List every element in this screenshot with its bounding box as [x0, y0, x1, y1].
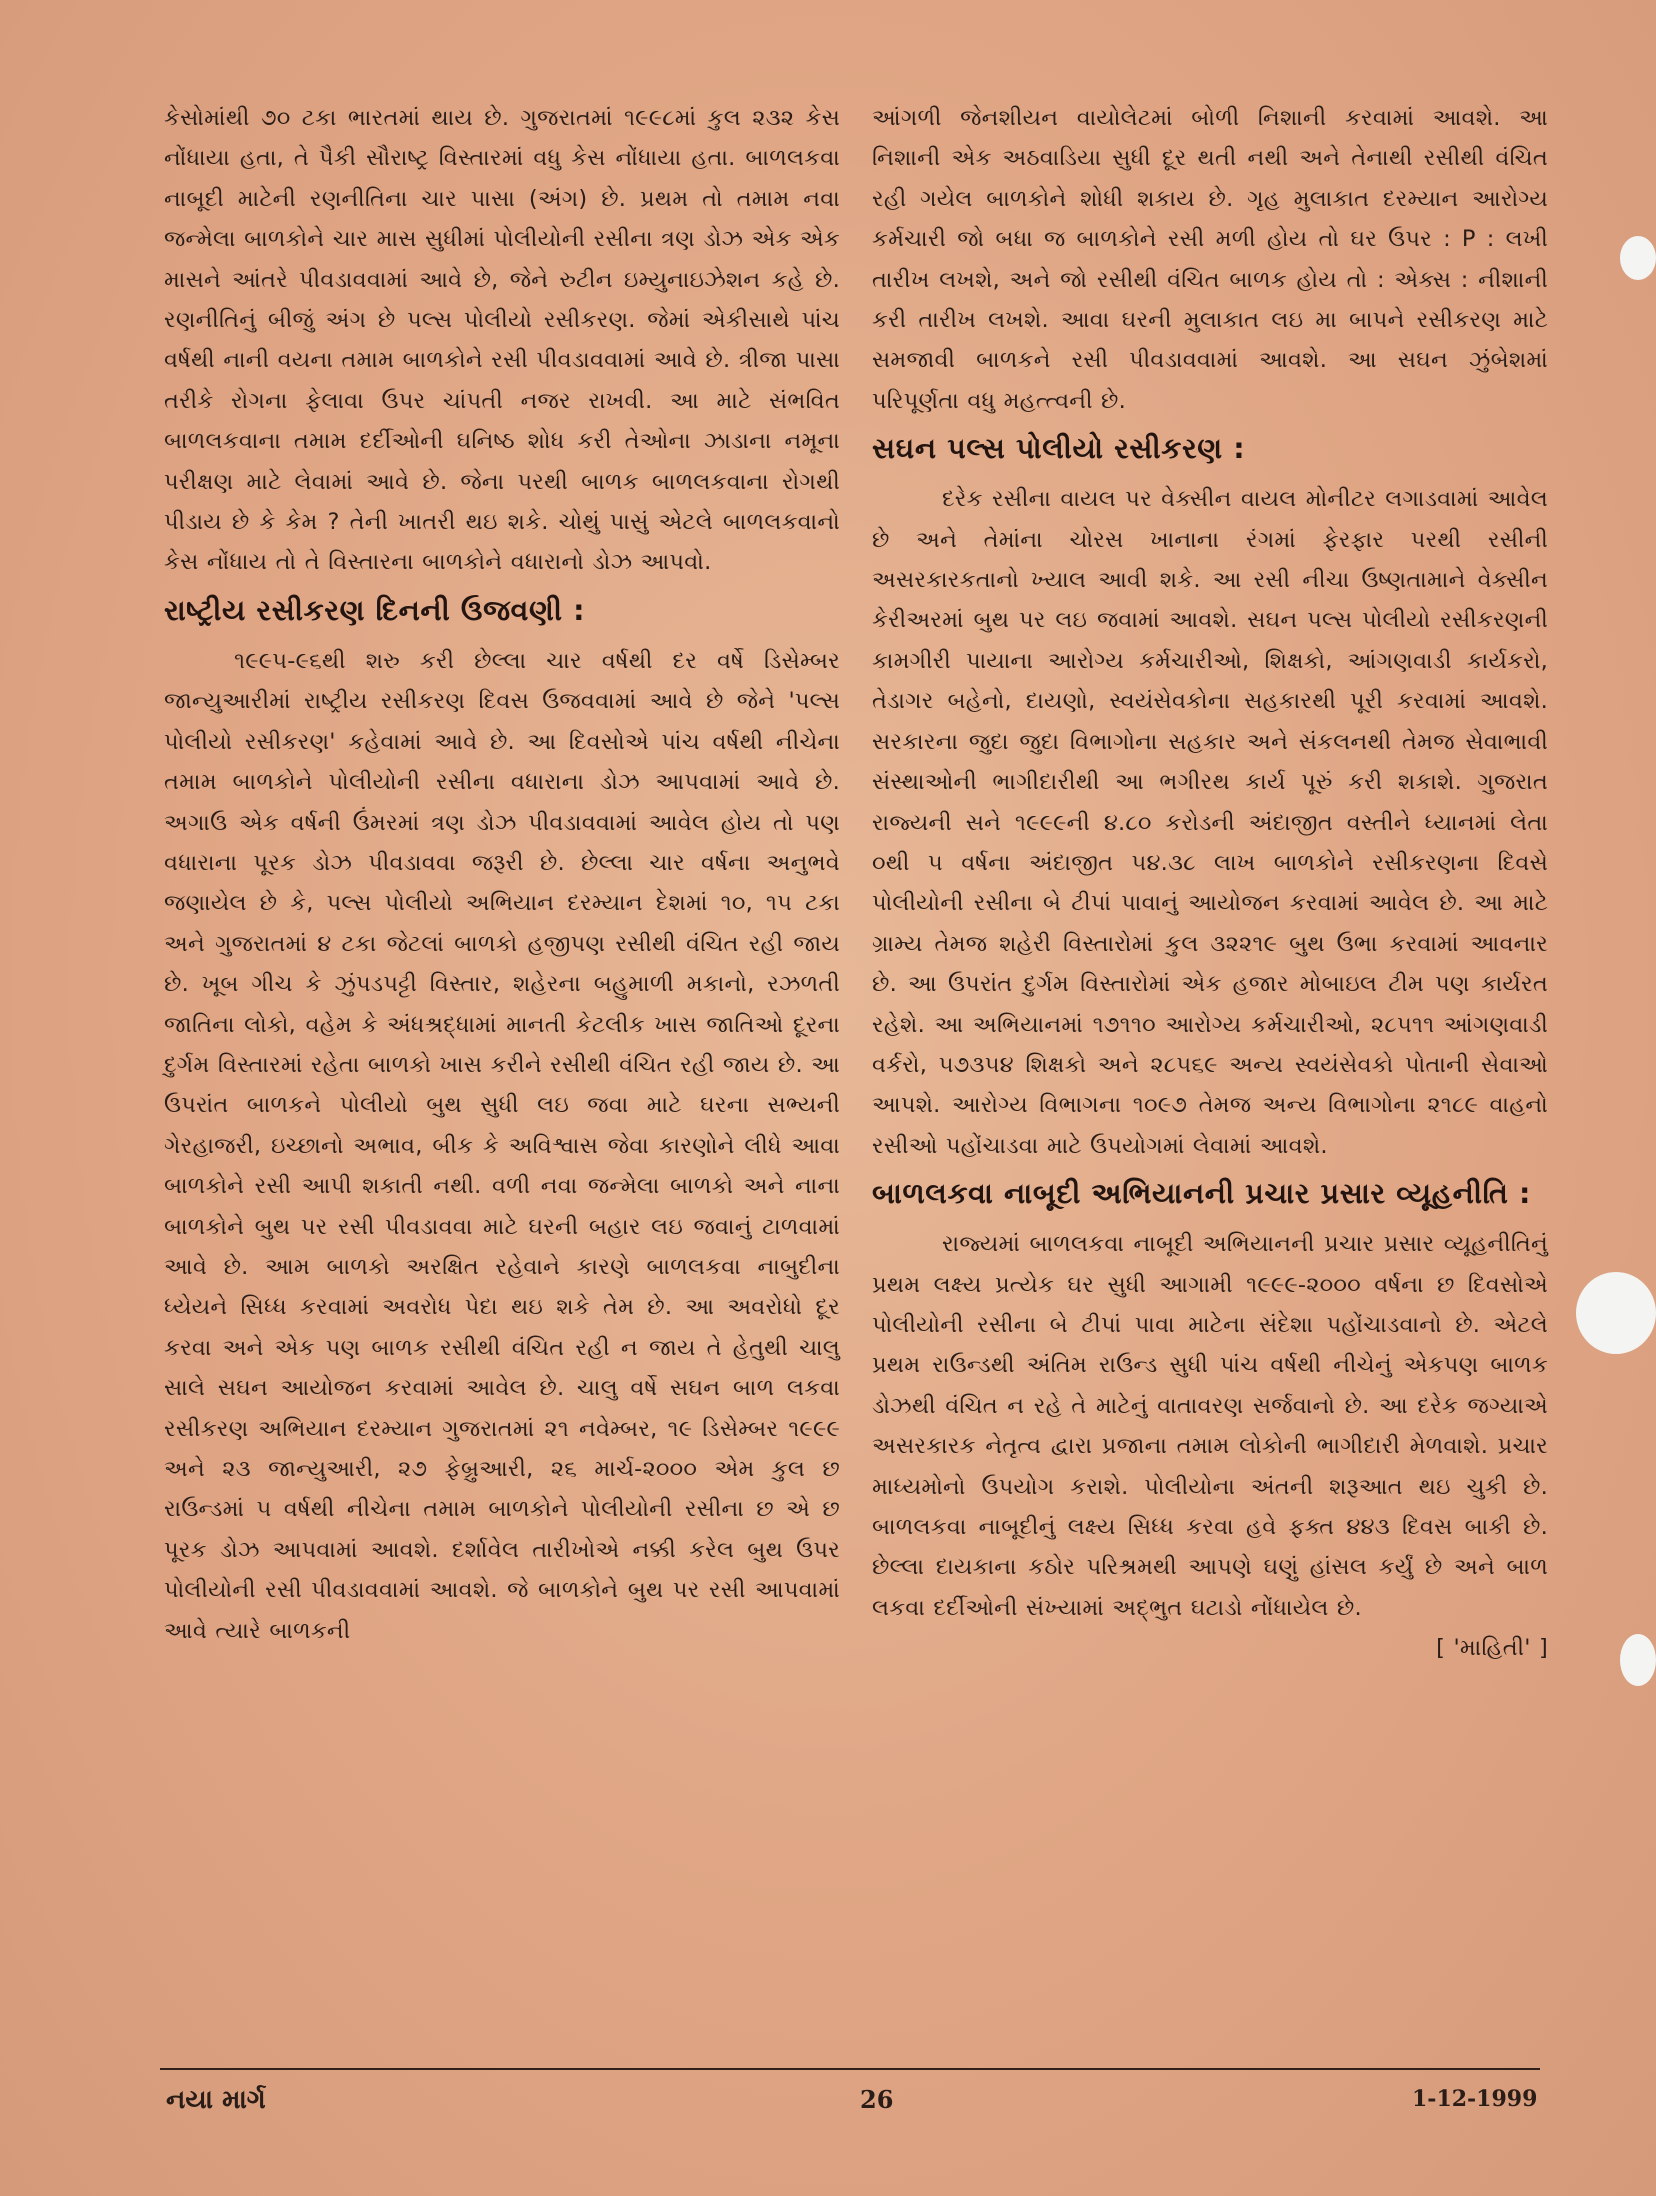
page-tear-mark [1620, 236, 1656, 280]
section-heading: રાષ્ટ્રીય રસીકરણ દિનની ઉજવણી : [164, 593, 586, 627]
section-heading: સઘન પલ્સ પોલીયો રસીકરણ : [872, 432, 1246, 466]
footer-rule [160, 2068, 1540, 2070]
footer-magazine-name: નયા માર્ગ [166, 2085, 266, 2115]
page-tear-mark [1620, 1634, 1656, 1686]
right-column [872, 98, 1548, 1669]
page-tear-mark [1576, 1272, 1656, 1354]
source-tag: [ 'માહિતી' ] [1436, 1635, 1548, 1662]
footer-date: 1-12-1999 [1412, 2086, 1538, 2112]
paragraph: દરેક રસીના વાયલ પર વેક્સીન વાયલ મોનીટર લગાડવામાં આવેલ છે અને તેમાંના ચોરસ ખાનાના રંગમાં ફેરફાર પરથી રસીની અસરકારકતાનો ખ્યાલ આવી શકે. આ રસી નીચા ઉષ્ણતામાને વેક્સીન કેરીઅરમાં બુથ પર લઇ જવામાં આવશે. સઘન પલ્સ પોલીયો રસીકરણની કામગીરી પાયાના આરોગ્ય કર્મચારીઓ, શિક્ષકો, આંગણવાડી કાર્યકરો, તેડાગર બહેનો, દાયણો, સ્વયંસેવકોના સહકારથી પૂરી કરવામાં આવશે. સરકારના જુદા જુદા વિભાગોના સહકાર અને સંકલનથી તેમજ સેવાભાવી સંસ્થાઓની ભાગીદારીથી આ ભગીરથ કાર્ય પૂરું કરી શકાશે. ગુજરાત રાજ્યની સને ૧૯૯૯ની ૪.૮૦ કરોડની અંદાજીત વસ્તીને ધ્યાનમાં લેતા ૦થી ૫ વર્ષના અંદાજીત ૫૪.૩૮ લાખ બાળકોને રસીકરણના દિવસે પોલીયોની રસીના બે ટીપાં પાવાનું આયોજન કરવામાં આવેલ છે. આ માટે ગ્રામ્ય તેમજ શહેરી વિસ્તારોમાં કુલ ૩૨૨૧૯ બુથ ઉભા કરવામાં આવનાર છે. આ ઉપરાંત દુર્ગમ વિસ્તારોમાં એક હજાર મોબાઇલ ટીમ પણ કાર્યરત રહેશે. આ અભિયાનમાં ૧૭૧૧૦ આરોગ્ય કર્મચારીઓ, ૨૮૫૧૧ આંગણવાડી વર્કરો, ૫૭૩૫૪ શિક્ષકો અને ૨૮૫૬૯ અન્ય સ્વયંસેવકો પોતાની સેવાઓ આપશે. આરોગ્ય વિભાગના ૧૦૯૭ તેમજ અન્ય વિભાગોના ૨૧૮૯ વાહનો રસીઓ પહોંચાડવા માટે ઉપયોગમાં લેવામાં આવશે. [872, 486, 1548, 1159]
paragraph: કેસોમાંથી ૭૦ ટકા ભારતમાં થાય છે. ગુજરાતમાં ૧૯૯૮માં કુલ ૨૩૨ કેસ નોંધાયા હતા, તે પૈકી સૌરાષ્ટ્ર વિસ્તારમાં વધુ કેસ નોંધાયા હતા. બાળલકવા નાબૂદી માટેની રણનીતિના ચાર પાસા (અંગ) છે. પ્રથમ તો તમામ નવા જન્મેલા બાળકોને ચાર માસ સુધીમાં પોલીયોની રસીના ત્રણ ડોઝ એક એક માસને આંતરે પીવડાવવામાં આવે છે, જેને રુટીન ઇમ્યુનાઇઝેશન કહે છે. રણનીતિનું બીજું અંગ છે પલ્સ પોલીયો રસીકરણ. જેમાં એકીસાથે પાંચ વર્ષથી નાની વયના તમામ બાળકોને રસી પીવડાવવામાં આવે છે. ત્રીજા પાસા તરીકે રોગના ફેલાવા ઉપર ચાંપતી નજર રાખવી. આ માટે સંભવિત બાળલકવાના તમામ દર્દીઓની ઘનિષ્ઠ શોધ કરી તેઓના ઝાડાના નમૂના પરીક્ષણ માટે લેવામાં આવે છે. જેના પરથી બાળક બાળલકવાના રોગથી પીડાય છે કે કેમ ? તેની ખાતરી થઇ શકે. ચોથું પાસું એટલે બાળલકવાનો કેસ નોંધાય તો તે વિસ્તારના બાળકોને વધારાનો ડોઝ આપવો. [164, 105, 840, 576]
section-heading: બાળલકવા નાબૂદી અભિયાનની પ્રચાર પ્રસાર વ્યૂહનીતિ : [872, 1177, 1532, 1211]
paragraph: આંગળી જેનશીયન વાયોલેટમાં બોળી નિશાની કરવામાં આવશે. આ નિશાની એક અઠવાડિયા સુધી દૂર થતી નથી અને તેનાથી રસીથી વંચિત રહી ગયેલ બાળકોને શોધી શકાય છે. ગૃહ મુલાકાત દરમ્યાન આરોગ્ય કર્મચારી જો બધા જ બાળકોને રસી મળી હોય તો ઘર ઉપર : P : લખી તારીખ લખશે, અને જો રસીથી વંચિત બાળક હોય તો : એક્સ : નીશાની કરી તારીખ લખશે. આવા ઘરની મુલાકાત લઇ મા બાપને રસીકરણ માટે સમજાવી બાળકને રસી પીવડાવવામાં આવશે. આ સઘન ઝુંબેશમાં પરિપૂર્ણતા વધુ મહત્ત્વની છે. [872, 105, 1548, 414]
paragraph-text: રાજ્યમાં બાળલકવા નાબૂદી અભિયાનની પ્રચાર પ્રસાર વ્યૂહનીતિનું પ્રથમ લક્ષ્ય પ્રત્યેક ઘર સુધી આગામી ૧૯૯૯-૨૦૦૦ વર્ષના છ દિવસોએ પોલીયોની રસીના બે ટીપાં પાવા માટેના સંદેશા પહોંચાડવાનો છે. એટલે પ્રથમ રાઉન્ડથી અંતિમ રાઉન્ડ સુધી પાંચ વર્ષથી નીચેનું એકપણ બાળક ડોઝથી વંચિત ન રહે તે માટેનું વાતાવરણ સર્જવાનો છે. આ દરેક જગ્યાએ અસરકારક નેતૃત્વ દ્વારા પ્રજાના તમામ લોકોની ભાગીદારી મેળવાશે. પ્રચાર માધ્યમોનો ઉપયોગ કરાશે. પોલીયોના અંતની શરૂઆત થઇ ચુકી છે. બાળલકવા નાબૂદીનું લક્ષ્ય સિધ્ધ કરવા હવે ફક્ત ૪૪૩ દિવસ બાકી છે. છેલ્લા દાયકાના કઠોર પરિશ્રમથી આપણે ઘણું હાંસલ કર્યું છે અને બાળ લકવા દર્દીઓની સંખ્યામાં અદ્ભુત ઘટાડો નોંધાયેલ છે. [872, 1231, 1548, 1621]
paragraph: ૧૯૯૫-૯૬થી શરુ કરી છેલ્લા ચાર વર્ષથી દર વર્ષે ડિસેમ્બર જાન્યુઆરીમાં રાષ્ટ્રીય રસીકરણ દિવસ ઉજવવામાં આવે છે જેને 'પલ્સ પોલીયો રસીકરણ' કહેવામાં આવે છે. આ દિવસોએ પાંચ વર્ષથી નીચેના તમામ બાળકોને પોલીયોની રસીના વધારાના ડોઝ આપવામાં આવે છે. અગાઉ એક વર્ષની ઉંમરમાં ત્રણ ડોઝ પીવડાવવામાં આવેલ હોય તો પણ વધારાના પૂરક ડોઝ પીવડાવવા જરૂરી છે. છેલ્લા ચાર વર્ષના અનુભવે જણાયેલ છે કે, પલ્સ પોલીયો અભિયાન દરમ્યાન દેશમાં ૧૦, ૧૫ ટકા અને ગુજરાતમાં ૪ ટકા જેટલાં બાળકો હજીપણ રસીથી વંચિત રહી જાય છે. ખૂબ ગીચ કે ઝુંપડપટ્ટી વિસ્તાર, શહેરના બહુમાળી મકાનો, રઝળતી જાતિના લોકો, વહેમ કે અંધશ્રદ્ધામાં માનતી કેટલીક ખાસ જાતિઓ દૂરના દુર્ગમ વિસ્તારમાં રહેતા બાળકો ખાસ કરીને રસીથી વંચિત રહી જાય છે. આ ઉપરાંત બાળકને પોલીયો બુથ સુધી લઇ જવા માટે ઘરના સભ્યની ગેરહાજરી, ઇચ્છાનો અભાવ, બીક કે અવિશ્વાસ જેવા કારણોને લીધે આવા બાળકોને રસી આપી શકાતી નથી. વળી નવા જન્મેલા બાળકો અને નાના બાળકોને બુથ પર રસી પીવડાવવા માટે ઘરની બહાર લઇ જવાનું ટાળવામાં આવે છે. આમ બાળકો અરક્ષિત રહેવાને કારણે બાળલકવા નાબુદીના ધ્યેયને સિધ્ધ કરવામાં અવરોધ પેદા થઇ શકે તેમ છે. આ અવરોધો દૂર કરવા અને એક પણ બાળક રસીથી વંચિત રહી ન જાય તે હેતુથી ચાલુ સાલે સઘન આયોજન કરવામાં આવેલ છે. ચાલુ વર્ષે સઘન બાળ લકવા રસીકરણ અભિયાન દરમ્યાન ગુજરાતમાં ૨૧ નવેમ્બર, ૧૯ ડિસેમ્બર ૧૯૯૯ અને ૨૩ જાન્યુઆરી, ૨૭ ફેબ્રુઆરી, ૨૬ માર્ચ-૨૦૦૦ એમ કુલ છ રાઉન્ડમાં ૫ વર્ષથી નીચેના તમામ બાળકોને પોલીયોની રસીના છ એ છ પૂરક ડોઝ આપવામાં આવશે. દર્શાવેલ તારીખોએ નક્કી કરેલ બુથ ઉપર પોલીયોની રસી પીવડાવવામાં આવશે. જે બાળકોને બુથ પર રસી આપવામાં આવે ત્યારે બાળકની [164, 647, 840, 1644]
left-column [164, 98, 840, 1651]
footer-page-number: 26 [860, 2085, 894, 2114]
paragraph [872, 1224, 1548, 1662]
